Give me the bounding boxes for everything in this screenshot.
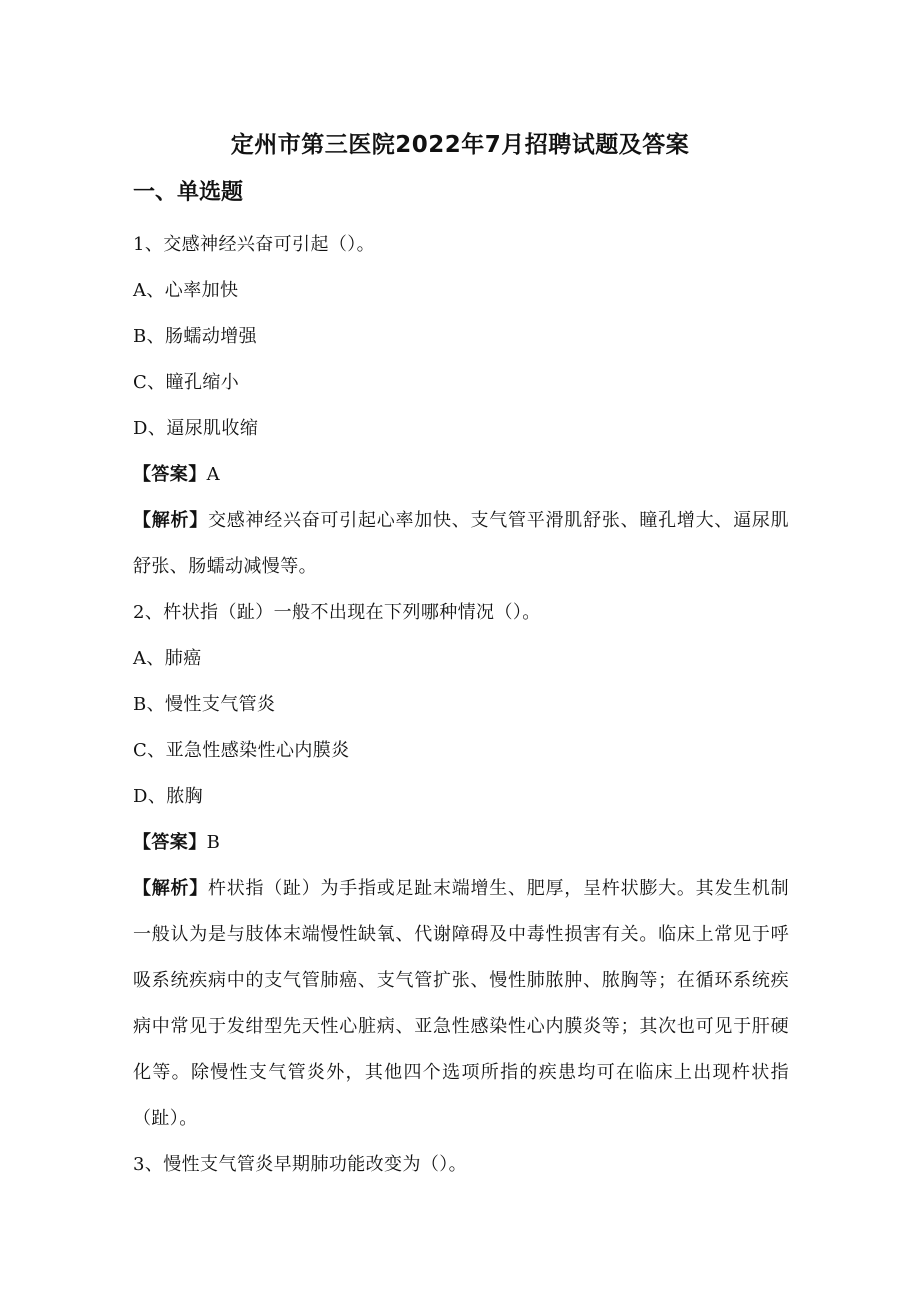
question-1-option-a: A、心率加快	[133, 280, 239, 301]
question-2-explanation	[133, 866, 789, 1142]
question-2-answer	[133, 820, 789, 866]
explanation-label: 【解析】	[133, 510, 209, 531]
explanation-text: 交感神经兴奋可引起心率加快、支气管平滑肌舒张、瞳孔增大、逼尿肌舒张、肠蠕动减慢等。	[133, 510, 789, 577]
question-1-option-d: D、逼尿肌收缩	[133, 418, 259, 439]
explanation-text: 杵状指（趾）为手指或足趾末端增生、肥厚，呈杵状膨大。其发生机制一般认为是与肢体末端慢性缺氧、代谢障碍及中毒性损害有关。临床上常见于呼吸系统疾病中的支气管肺癌、支气管扩张、慢性肺脓肿、脓胸等；在循环系统疾病中常见于发绀型先天性心脏病、亚急性感染性心内膜炎等；其次也可见于肝硬化等。除慢性支气管炎外，其他四个选项所指的疾患均可在临床上出现杵状指（趾）。	[133, 878, 789, 1129]
answer-value: B	[206, 832, 221, 853]
section-heading: 一、单选题	[133, 180, 244, 205]
answer-label: 【答案】	[133, 832, 207, 853]
question-1-option-b: B、肠蠕动增强	[133, 326, 258, 347]
question-2-option-d: D、脓胸	[133, 786, 204, 807]
explanation-label: 【解析】	[133, 878, 209, 899]
question-1-text: 1、交感神经兴奋可引起（）。	[133, 234, 376, 255]
question-2-option-b: B、慢性支气管炎	[133, 694, 276, 715]
question-2-option-a: A、肺癌	[133, 648, 202, 669]
document-title: 定州市第三医院2022年7月招聘试题及答案	[230, 132, 690, 158]
question-1-explanation	[133, 498, 789, 590]
answer-label: 【答案】	[133, 464, 207, 485]
question-2-text: 2、杵状指（趾）一般不出现在下列哪种情况（）。	[133, 602, 541, 623]
question-1-answer	[133, 452, 789, 498]
question-1-option-c: C、瞳孔缩小	[133, 372, 240, 393]
question-2-option-c: C、亚急性感染性心内膜炎	[133, 740, 350, 761]
question-list	[133, 222, 789, 1188]
question-3-text: 3、慢性支气管炎早期肺功能改变为（）。	[133, 1154, 468, 1175]
answer-value: A	[206, 464, 221, 485]
